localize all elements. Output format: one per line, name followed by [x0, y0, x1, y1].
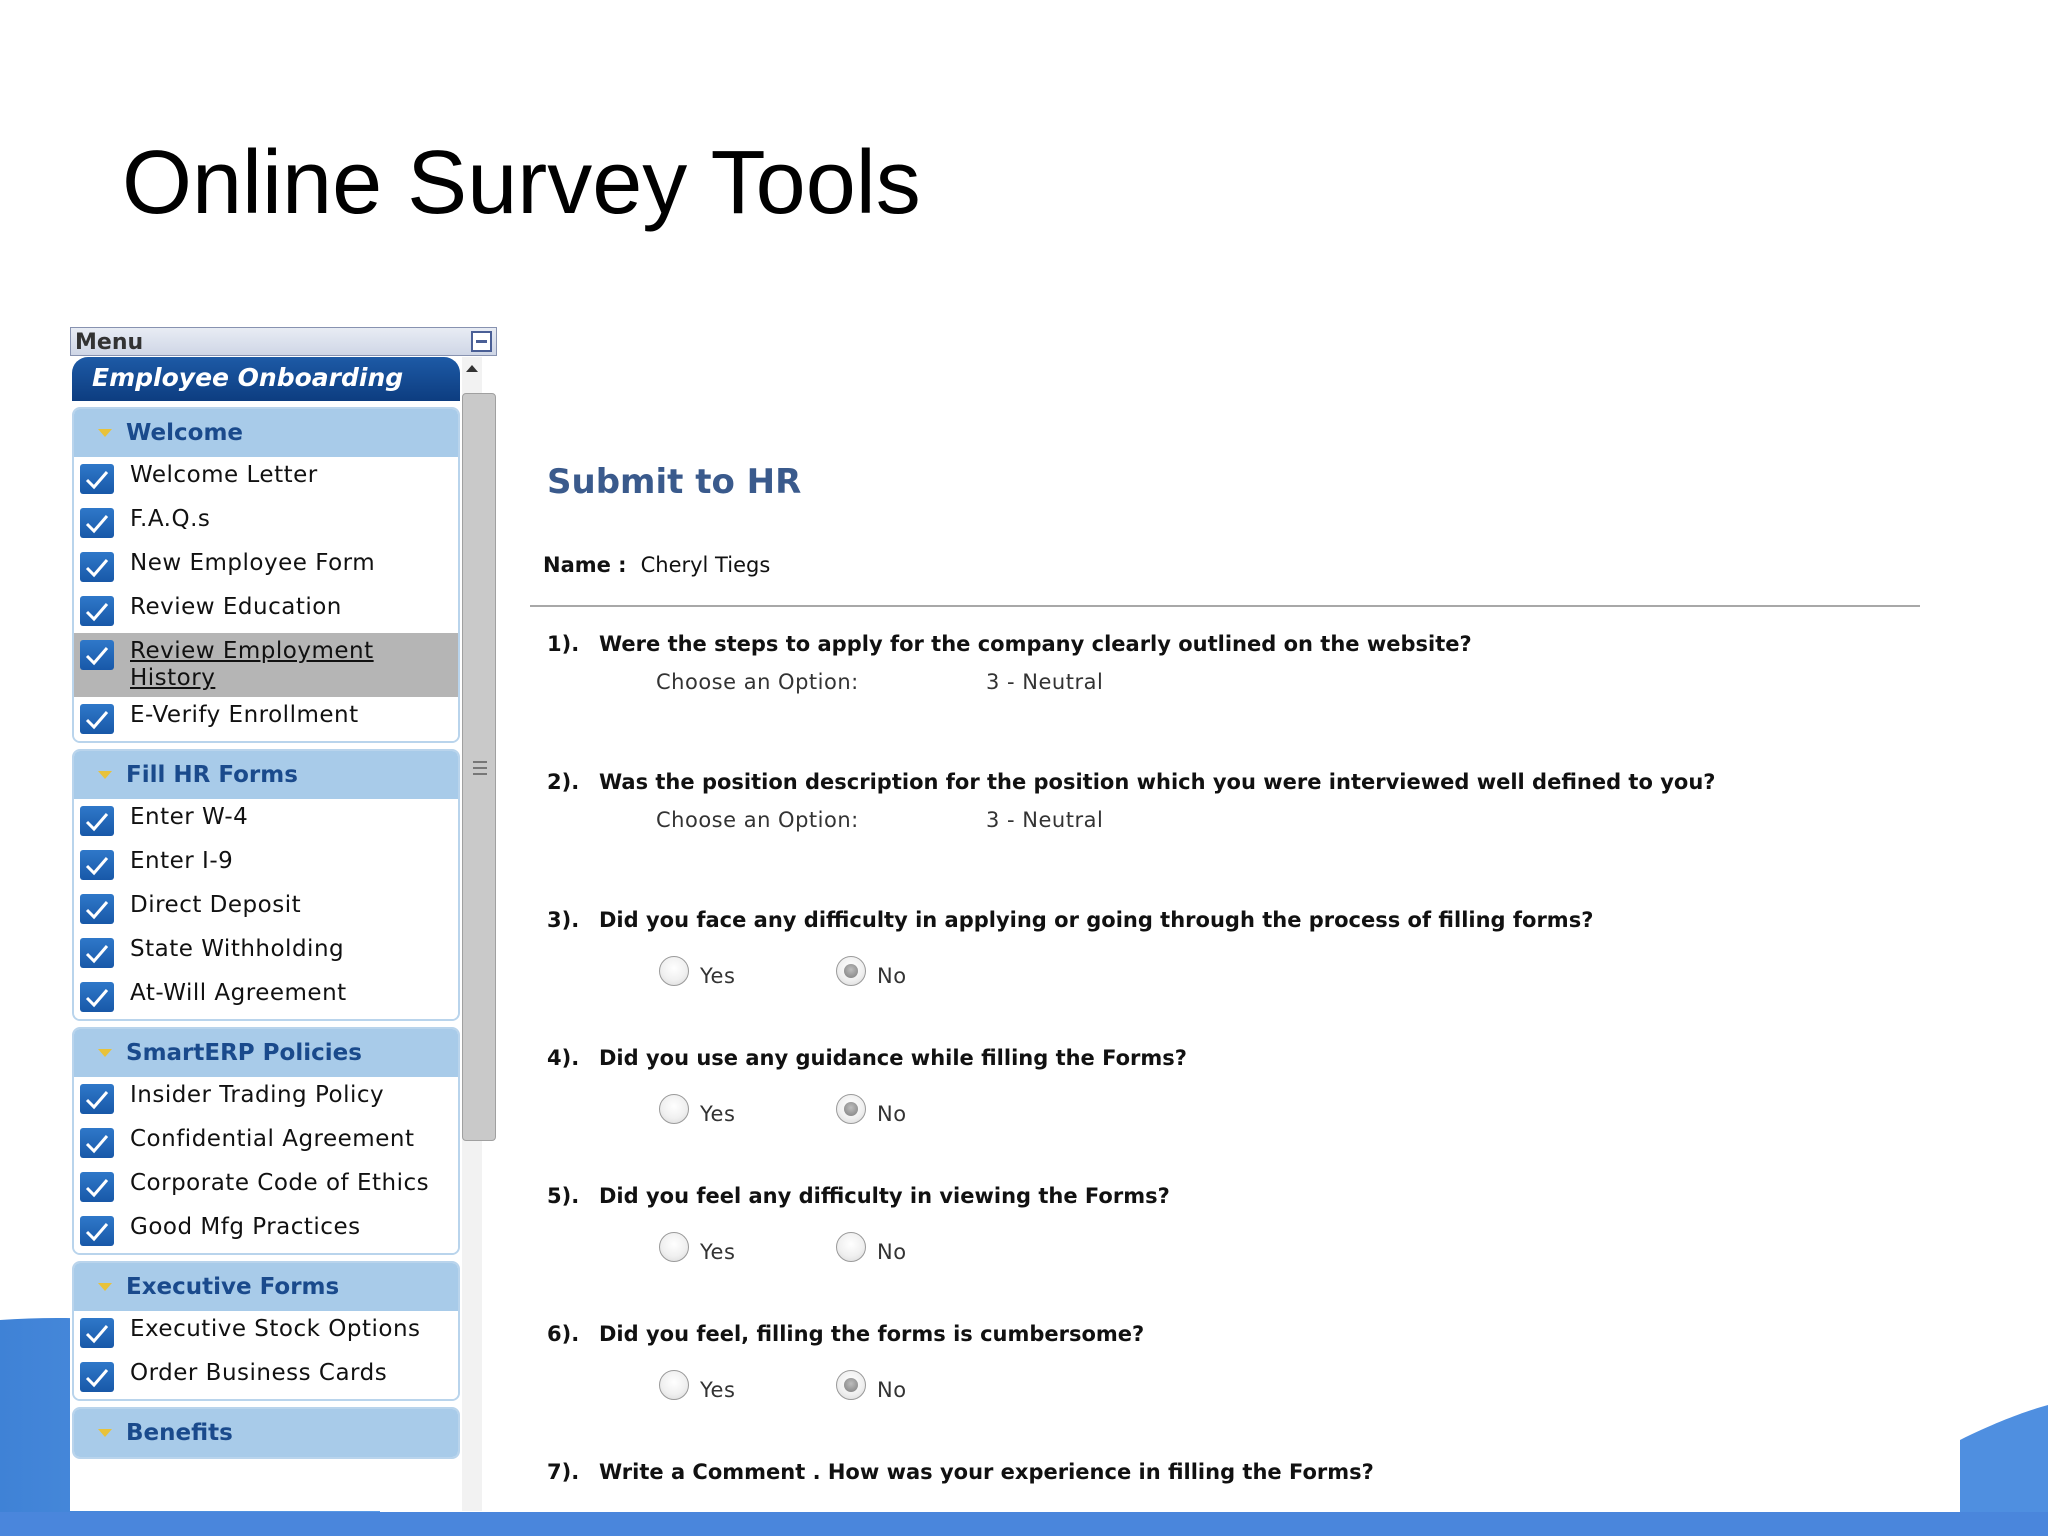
menu-item-label: Confidential Agreement [130, 1126, 415, 1152]
slide-title: Online Survey Tools [122, 133, 921, 233]
question-text [547, 1046, 1187, 1070]
menu-group-title: Welcome [126, 420, 244, 446]
option-label: Choose an Option: [656, 670, 859, 694]
option-select[interactable]: 3 - Neutral [986, 808, 1104, 832]
menu-header-label: Menu [75, 330, 144, 355]
checkmark-icon [80, 1172, 114, 1202]
menu-item[interactable] [74, 1355, 458, 1399]
question-number: 5). [547, 1184, 580, 1208]
menu-item[interactable] [74, 1121, 458, 1165]
option-row [656, 808, 1104, 832]
menu-group-header[interactable] [74, 1029, 458, 1077]
checkmark-icon [80, 596, 114, 626]
checkmark-icon [80, 1362, 114, 1392]
radio-no[interactable] [836, 1370, 866, 1400]
question-text [547, 1184, 1170, 1208]
tab-employee-onboarding[interactable]: Employee Onboarding [72, 357, 460, 401]
menu-item[interactable] [74, 799, 458, 843]
menu-item-label: Executive Stock Options [130, 1316, 421, 1342]
menu-item-label: Enter W-4 [130, 804, 249, 830]
radio-yes[interactable] [659, 1094, 689, 1124]
radio-label-yes: Yes [700, 1378, 736, 1402]
checkmark-icon [80, 464, 114, 494]
menu-header [70, 327, 497, 356]
menu-group-title: Fill HR Forms [126, 762, 298, 788]
checkmark-icon [80, 552, 114, 582]
menu-group [72, 407, 460, 743]
question-number: 3). [547, 908, 580, 932]
expand-triangle-icon [98, 771, 112, 779]
checkmark-icon [80, 508, 114, 538]
question-text [547, 908, 1593, 932]
menu-group [72, 1261, 460, 1401]
menu-group-header[interactable] [74, 1409, 458, 1457]
checkmark-icon [80, 1084, 114, 1114]
menu-item[interactable] [74, 975, 458, 1019]
name-row [543, 553, 770, 577]
menu-group-header[interactable] [74, 409, 458, 457]
form-title: Submit to HR [547, 462, 802, 502]
collapse-icon[interactable] [471, 331, 492, 352]
expand-triangle-icon [98, 1049, 112, 1057]
menu-item[interactable] [74, 457, 458, 501]
checkmark-icon [80, 1318, 114, 1348]
menu-item[interactable] [74, 697, 458, 741]
question-text [547, 632, 1472, 656]
menu-item-label: Insider Trading Policy [130, 1082, 385, 1108]
checkmark-icon [80, 982, 114, 1012]
scrollbar-thumb[interactable] [462, 393, 496, 1141]
radio-label-no: No [877, 964, 907, 988]
menu-item-label: Review Employment History [130, 638, 374, 691]
menu-item[interactable] [74, 545, 458, 589]
menu-group-header[interactable] [74, 751, 458, 799]
menu-item-label: Enter I-9 [130, 848, 234, 874]
question-label: Were the steps to apply for the company clearly outlined on the website? [599, 632, 1472, 656]
question-number: 7). [547, 1460, 580, 1484]
radio-yes[interactable] [659, 956, 689, 986]
question-label: Did you use any guidance while filling the Forms? [599, 1046, 1187, 1070]
checkmark-icon [80, 640, 114, 670]
scroll-up-arrow-icon[interactable] [462, 357, 482, 381]
menu-item-label: Direct Deposit [130, 892, 302, 918]
question-text [547, 1460, 1374, 1484]
menu-item-label: E-Verify Enrollment [130, 702, 359, 728]
checkmark-icon [80, 1128, 114, 1158]
menu-item[interactable] [74, 843, 458, 887]
menu-item-label: Order Business Cards [130, 1360, 388, 1386]
menu-item[interactable] [74, 589, 458, 633]
question-label: Write a Comment . How was your experience in filling the Forms? [599, 1460, 1374, 1484]
radio-label-no: No [877, 1378, 907, 1402]
radio-yes[interactable] [659, 1370, 689, 1400]
expand-triangle-icon [98, 1429, 112, 1437]
checkmark-icon [80, 894, 114, 924]
divider [530, 605, 1920, 607]
menu-item-label: Welcome Letter [130, 462, 318, 488]
expand-triangle-icon [98, 1283, 112, 1291]
checkmark-icon [80, 938, 114, 968]
question-text [547, 770, 1715, 794]
menu-item[interactable] [74, 1311, 458, 1355]
option-label: Choose an Option: [656, 808, 859, 832]
radio-no[interactable] [836, 1232, 866, 1262]
checkmark-icon [80, 1216, 114, 1246]
expand-triangle-icon [98, 429, 112, 437]
name-label: Name : [543, 553, 627, 577]
question-label: Did you feel, filling the forms is cumbersome? [599, 1322, 1145, 1346]
menu-item-label: State Withholding [130, 936, 345, 962]
radio-label-yes: Yes [700, 1240, 736, 1264]
question-number: 4). [547, 1046, 580, 1070]
name-value: Cheryl Tiegs [640, 553, 771, 577]
radio-label-no: No [877, 1102, 907, 1126]
menu-group-title: SmartERP Policies [126, 1040, 362, 1066]
menu-group [72, 1407, 460, 1459]
radio-label-yes: Yes [700, 964, 736, 988]
menu-item[interactable] [74, 633, 458, 697]
menu-item-label: Corporate Code of Ethics [130, 1170, 430, 1196]
question-text [547, 1322, 1144, 1346]
menu-group-header[interactable] [74, 1263, 458, 1311]
menu-group [72, 1027, 460, 1255]
menu-item-label: Review Education [130, 594, 342, 620]
question-label: Did you face any difficulty in applying or going through the process of filling forms? [599, 908, 1594, 932]
radio-no[interactable] [836, 956, 866, 986]
menu-item-label: At-Will Agreement [130, 980, 347, 1006]
menu-item-label: New Employee Form [130, 550, 376, 576]
radio-label-yes: Yes [700, 1102, 736, 1126]
menu-panel [70, 357, 510, 1511]
option-row [656, 670, 1104, 694]
menu-item[interactable] [74, 1077, 458, 1121]
menu-item-label: Good Mfg Practices [130, 1214, 361, 1240]
checkmark-icon [80, 850, 114, 880]
option-select[interactable]: 3 - Neutral [986, 670, 1104, 694]
menu-item[interactable] [74, 887, 458, 931]
menu-group [72, 749, 460, 1021]
menu-item[interactable] [74, 931, 458, 975]
menu-item[interactable] [74, 1165, 458, 1209]
menu-item-label: F.A.Q.s [130, 506, 211, 532]
question-number: 2). [547, 770, 580, 794]
radio-label-no: No [877, 1240, 907, 1264]
menu-item[interactable] [74, 501, 458, 545]
checkmark-icon [80, 806, 114, 836]
question-number: 6). [547, 1322, 580, 1346]
question-label: Did you feel any difficulty in viewing the Forms? [599, 1184, 1170, 1208]
menu-group-title: Benefits [126, 1420, 233, 1446]
radio-no[interactable] [836, 1094, 866, 1124]
menu-group-title: Executive Forms [126, 1274, 340, 1300]
checkmark-icon [80, 704, 114, 734]
question-label: Was the position description for the position which you were interviewed well defined to you? [599, 770, 1716, 794]
question-number: 1). [547, 632, 580, 656]
radio-yes[interactable] [659, 1232, 689, 1262]
menu-item[interactable] [74, 1209, 458, 1253]
